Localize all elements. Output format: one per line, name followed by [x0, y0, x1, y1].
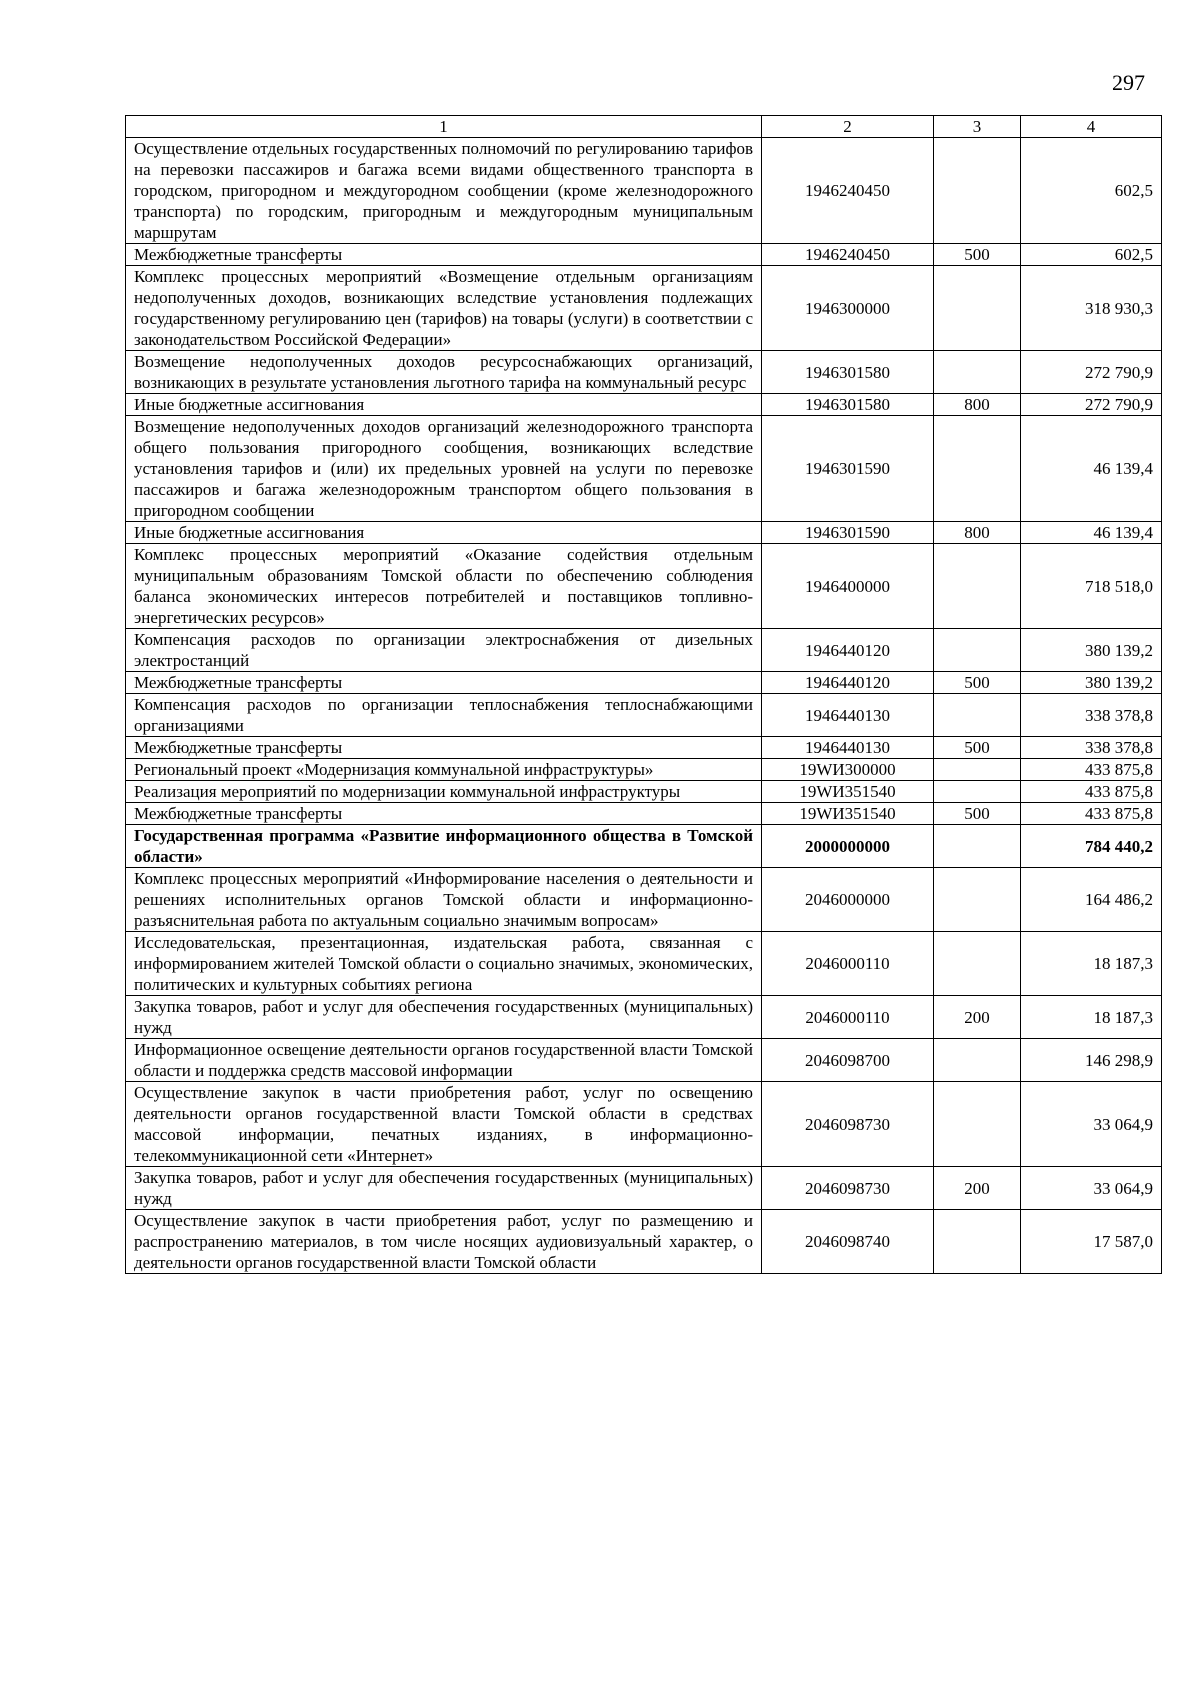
row-type-cell — [934, 694, 1021, 737]
table-row — [126, 522, 1162, 544]
row-code-cell: 2046098740 — [762, 1210, 934, 1274]
budget-table — [125, 115, 1162, 1274]
row-code-cell: 1946440130 — [762, 694, 934, 737]
row-type-cell — [934, 266, 1021, 351]
table-row — [126, 629, 1162, 672]
row-name-cell: Закупка товаров, работ и услуг для обеспечения государственных (муниципальных) нужд — [126, 996, 762, 1039]
table-row — [126, 138, 1162, 244]
row-type-cell — [934, 825, 1021, 868]
row-name-cell: Закупка товаров, работ и услуг для обеспечения государственных (муниципальных) нужд — [126, 1167, 762, 1210]
page-number: 297 — [1112, 70, 1145, 95]
table-row — [126, 737, 1162, 759]
row-sum-cell: 146 298,9 — [1021, 1039, 1162, 1082]
row-type-cell — [934, 868, 1021, 932]
row-type-cell: 800 — [934, 522, 1021, 544]
row-code-cell: 1946301590 — [762, 522, 934, 544]
row-type-cell: 200 — [934, 996, 1021, 1039]
table-row — [126, 351, 1162, 394]
row-name-cell: Компенсация расходов по организации теплоснабжения теплоснабжающими организациями — [126, 694, 762, 737]
row-code-cell: 1946400000 — [762, 544, 934, 629]
row-type-cell: 200 — [934, 1167, 1021, 1210]
row-name-cell: Межбюджетные трансферты — [126, 737, 762, 759]
row-code-cell: 2046000110 — [762, 996, 934, 1039]
row-name-cell: Информационное освещение деятельности органов государственной власти Томской области и поддержка средств массовой информации — [126, 1039, 762, 1082]
row-sum-cell: 164 486,2 — [1021, 868, 1162, 932]
column-number-row — [126, 116, 1162, 138]
row-type-cell — [934, 781, 1021, 803]
budget-table-body — [126, 116, 1162, 1274]
row-name-cell: Комплекс процессных мероприятий «Возмещение отдельным организациям недополученных доходов, возникающих вследствие установления подлежащих государственному регулированию цен (тарифов) на товары (услуги) в соответствии с законодательством Российской Федерации» — [126, 266, 762, 351]
row-sum-cell: 46 139,4 — [1021, 416, 1162, 522]
table-row — [126, 1167, 1162, 1210]
row-code-cell: 2046098730 — [762, 1167, 934, 1210]
row-sum-cell: 338 378,8 — [1021, 737, 1162, 759]
table-row — [126, 1039, 1162, 1082]
row-name-cell: Комплекс процессных мероприятий «Информирование населения о деятельности и решениях исполнительных органов Томской области и информационно-разъяснительная работа по актуальным социально значимым вопросам» — [126, 868, 762, 932]
row-code-cell: 1946240450 — [762, 138, 934, 244]
row-code-cell: 1946440120 — [762, 629, 934, 672]
row-type-cell — [934, 416, 1021, 522]
row-code-cell: 2046000110 — [762, 932, 934, 996]
row-code-cell: 19WИ300000 — [762, 759, 934, 781]
row-sum-cell: 784 440,2 — [1021, 825, 1162, 868]
row-type-cell — [934, 1210, 1021, 1274]
row-name-cell: Межбюджетные трансферты — [126, 244, 762, 266]
table-row — [126, 781, 1162, 803]
table-row — [126, 394, 1162, 416]
row-name-cell: Возмещение недополученных доходов организаций железнодорожного транспорта общего пользования пригородного сообщения, возникающих вследствие установления тарифов и (или) их предельных уровней на услуги по перевозке пассажиров и багажа железнодорожным транспортом общего пользования в пригородном сообщении — [126, 416, 762, 522]
row-sum-cell: 17 587,0 — [1021, 1210, 1162, 1274]
row-code-cell: 19WИ351540 — [762, 781, 934, 803]
table-row — [126, 996, 1162, 1039]
row-code-cell: 1946301590 — [762, 416, 934, 522]
row-name-cell: Осуществление отдельных государственных полномочий по регулированию тарифов на перевозки пассажиров и багажа всеми видами общественного транспорта в городском, пригородном и междугородном сообщении (кроме железнодорожного транспорта) по городским, пригородным и междугородным муниципальным маршрутам — [126, 138, 762, 244]
column-number-2: 2 — [762, 116, 934, 138]
row-name-cell: Осуществление закупок в части приобретения работ, услуг по размещению и распространению материалов, в том числе носящих аудиовизуальный характер, о деятельности органов государственной власти Томской области — [126, 1210, 762, 1274]
row-sum-cell: 380 139,2 — [1021, 672, 1162, 694]
row-sum-cell: 338 378,8 — [1021, 694, 1162, 737]
column-number-3: 3 — [934, 116, 1021, 138]
row-type-cell — [934, 629, 1021, 672]
row-type-cell — [934, 138, 1021, 244]
row-name-cell: Иные бюджетные ассигнования — [126, 394, 762, 416]
row-code-cell: 1946301580 — [762, 351, 934, 394]
row-name-cell: Компенсация расходов по организации электроснабжения от дизельных электростанций — [126, 629, 762, 672]
row-sum-cell: 718 518,0 — [1021, 544, 1162, 629]
row-type-cell — [934, 759, 1021, 781]
row-name-cell: Реализация мероприятий по модернизации коммунальной инфраструктуры — [126, 781, 762, 803]
row-sum-cell: 18 187,3 — [1021, 932, 1162, 996]
row-type-cell: 500 — [934, 244, 1021, 266]
table-row — [126, 266, 1162, 351]
row-name-cell: Межбюджетные трансферты — [126, 672, 762, 694]
row-name-cell: Иные бюджетные ассигнования — [126, 522, 762, 544]
column-number-4: 4 — [1021, 116, 1162, 138]
row-sum-cell: 33 064,9 — [1021, 1082, 1162, 1167]
row-name-cell: Осуществление закупок в части приобретения работ, услуг по освещению деятельности органов государственной власти Томской области в средствах массовой информации, печатных изданиях, в информационно-телекоммуникационной сети «Интернет» — [126, 1082, 762, 1167]
table-row — [126, 803, 1162, 825]
row-sum-cell: 602,5 — [1021, 138, 1162, 244]
row-code-cell: 1946300000 — [762, 266, 934, 351]
row-name-cell: Региональный проект «Модернизация коммунальной инфраструктуры» — [126, 759, 762, 781]
row-code-cell: 1946440130 — [762, 737, 934, 759]
table-row — [126, 672, 1162, 694]
table-row — [126, 759, 1162, 781]
table-row — [126, 416, 1162, 522]
table-row — [126, 1210, 1162, 1274]
row-code-cell: 2046098700 — [762, 1039, 934, 1082]
row-code-cell: 2046000000 — [762, 868, 934, 932]
row-sum-cell: 33 064,9 — [1021, 1167, 1162, 1210]
row-sum-cell: 318 930,3 — [1021, 266, 1162, 351]
row-code-cell: 1946440120 — [762, 672, 934, 694]
row-name-cell: Комплекс процессных мероприятий «Оказание содействия отдельным муниципальным образованиям Томской области по обеспечению соблюдения баланса экономических интересов потребителей и поставщиков топливно-энергетических ресурсов» — [126, 544, 762, 629]
row-sum-cell: 380 139,2 — [1021, 629, 1162, 672]
table-row — [126, 244, 1162, 266]
row-type-cell: 500 — [934, 737, 1021, 759]
table-row — [126, 694, 1162, 737]
row-code-cell: 1946301580 — [762, 394, 934, 416]
row-type-cell: 500 — [934, 672, 1021, 694]
row-sum-cell: 433 875,8 — [1021, 781, 1162, 803]
table-row — [126, 868, 1162, 932]
row-sum-cell: 272 790,9 — [1021, 351, 1162, 394]
row-type-cell: 800 — [934, 394, 1021, 416]
row-code-cell: 2000000000 — [762, 825, 934, 868]
column-number-1: 1 — [126, 116, 762, 138]
row-sum-cell: 272 790,9 — [1021, 394, 1162, 416]
row-sum-cell: 433 875,8 — [1021, 803, 1162, 825]
table-row — [126, 1082, 1162, 1167]
row-code-cell: 19WИ351540 — [762, 803, 934, 825]
row-type-cell — [934, 351, 1021, 394]
row-code-cell: 1946240450 — [762, 244, 934, 266]
row-type-cell: 500 — [934, 803, 1021, 825]
row-name-cell: Возмещение недополученных доходов ресурсоснабжающих организаций, возникающих в результате установления льготного тарифа на коммунальный ресурс — [126, 351, 762, 394]
table-row — [126, 932, 1162, 996]
row-type-cell — [934, 932, 1021, 996]
row-type-cell — [934, 1082, 1021, 1167]
row-name-cell: Государственная программа «Развитие информационного общества в Томской области» — [126, 825, 762, 868]
row-sum-cell: 433 875,8 — [1021, 759, 1162, 781]
row-name-cell: Исследовательская, презентационная, издательская работа, связанная с информированием жителей Томской области о социально значимых, экономических, политических и культурных событиях региона — [126, 932, 762, 996]
row-sum-cell: 602,5 — [1021, 244, 1162, 266]
row-code-cell: 2046098730 — [762, 1082, 934, 1167]
row-name-cell: Межбюджетные трансферты — [126, 803, 762, 825]
row-sum-cell: 46 139,4 — [1021, 522, 1162, 544]
table-row — [126, 544, 1162, 629]
row-type-cell — [934, 1039, 1021, 1082]
row-type-cell — [934, 544, 1021, 629]
table-row — [126, 825, 1162, 868]
row-sum-cell: 18 187,3 — [1021, 996, 1162, 1039]
